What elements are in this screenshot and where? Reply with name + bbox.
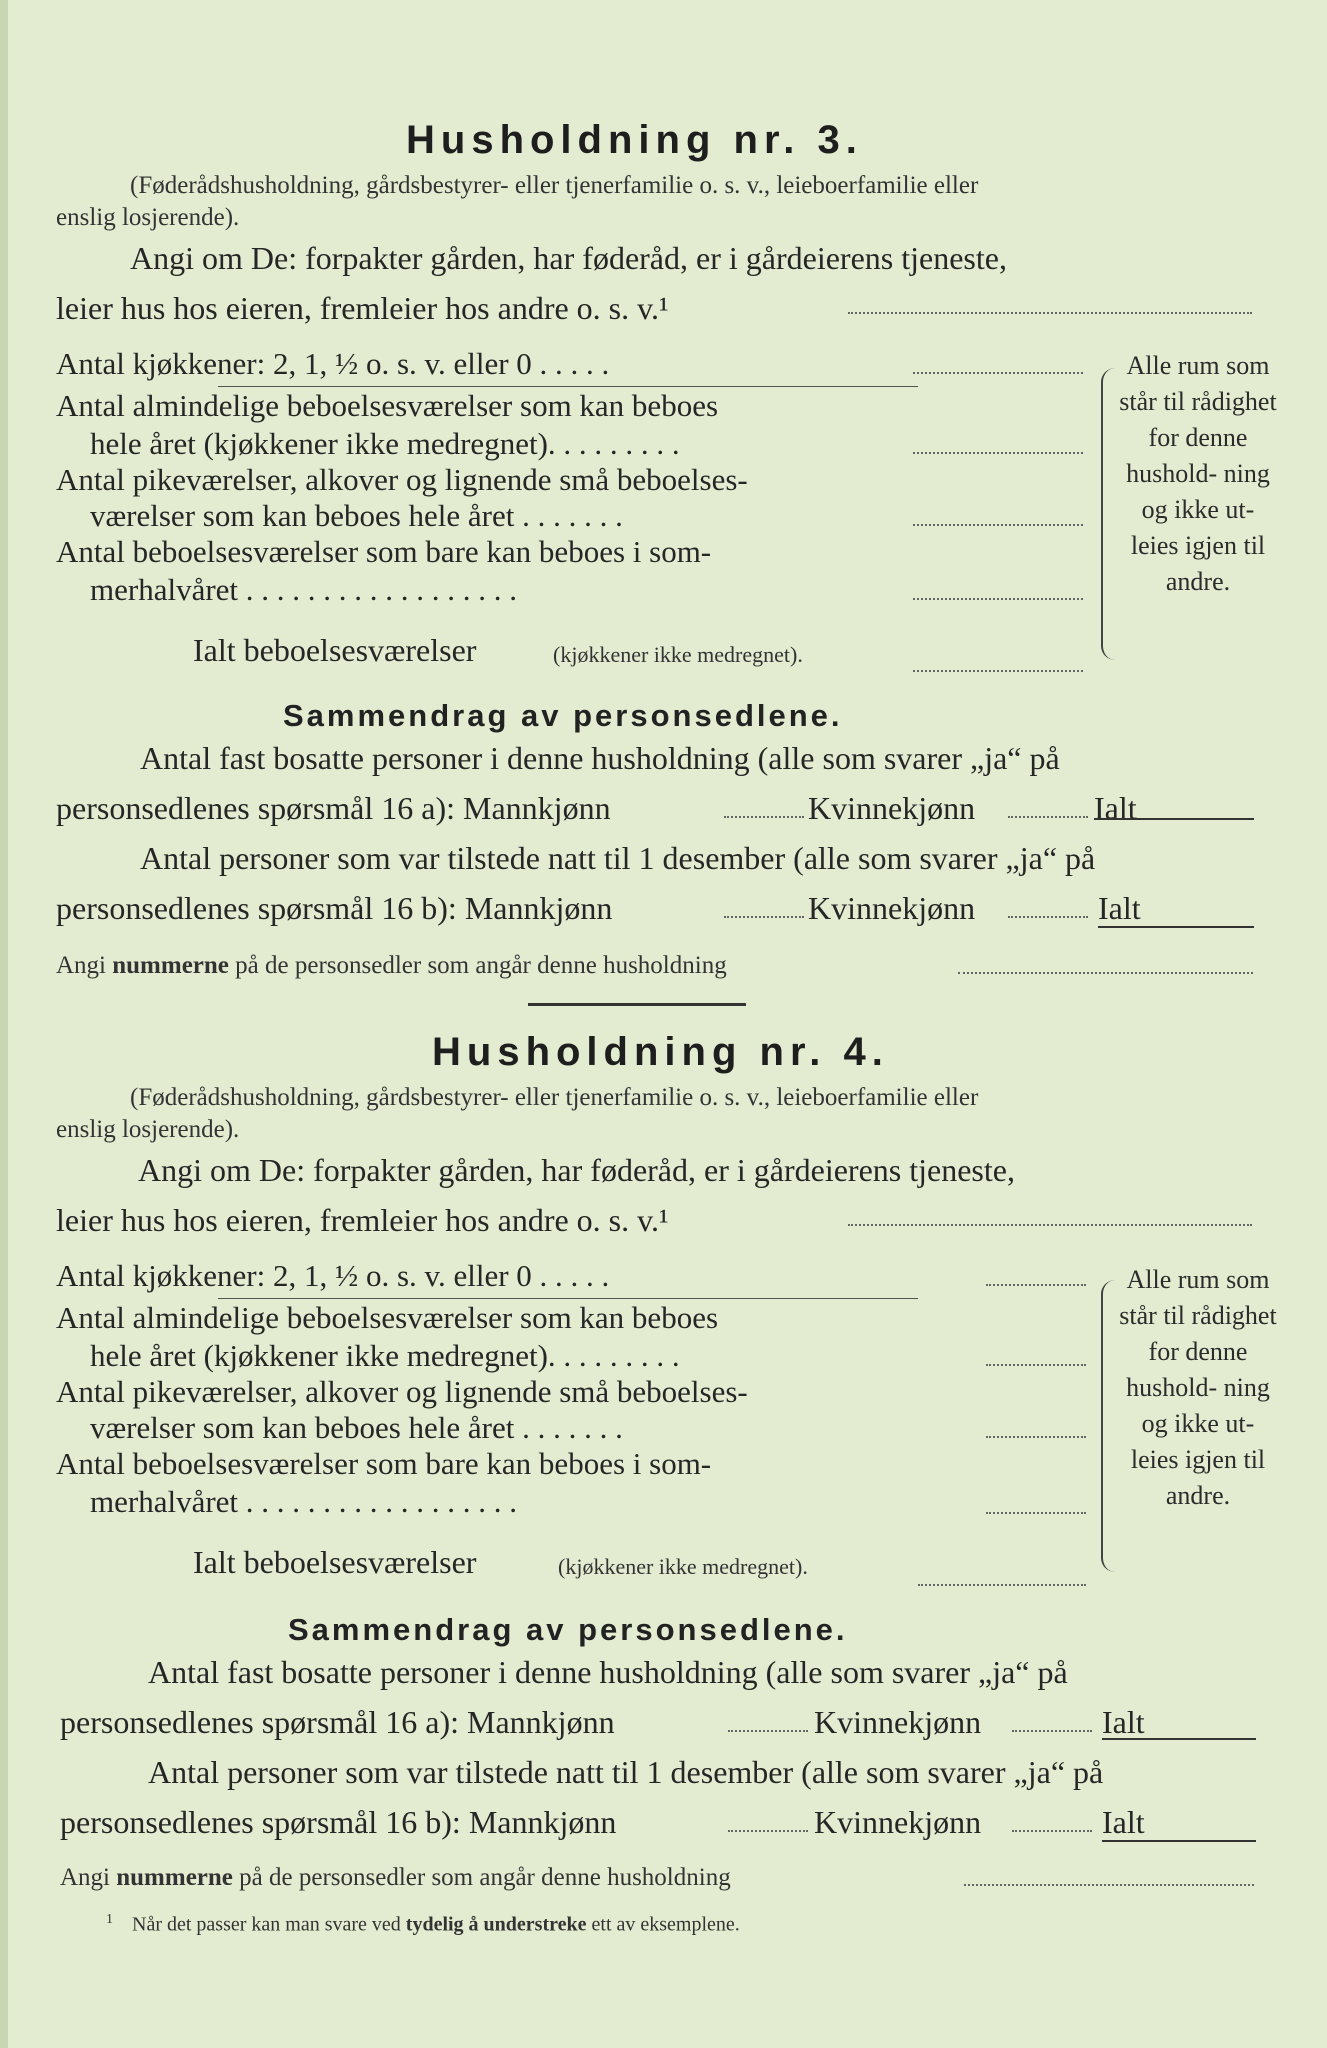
household-4-small-rooms-answer-line[interactable]: [986, 1436, 1086, 1438]
footnote-text-bold: tydelig å understreke: [405, 1913, 587, 1936]
household-4-resident-female-label: Kvinnekjønn: [814, 1704, 982, 1740]
household-4-ordinary-rooms-line-2: hele året (kjøkkener ikke medregnet). . . . . . . . .: [90, 1338, 680, 1373]
household-4-present-female-label: Kvinnekjønn: [814, 1804, 982, 1840]
footnote-text-c: ett av eksemplene.: [591, 1913, 740, 1936]
household-4-present-male-label: personsedlenes spørsmål 16 b): Mannkjønn: [60, 1804, 617, 1840]
household-4-numbers-angi: Angi: [60, 1864, 110, 1891]
household-4-numbers-rest: på de personsedler som angår denne husholdning: [239, 1864, 731, 1891]
household-3-kitchens-label: Antal kjøkkener: 2, 1, ½ o. s. v. eller 0 . . . . .: [56, 346, 610, 381]
household-3-resident-total-answer[interactable]: [1094, 818, 1254, 820]
household-3-subtitle-line-2: enslig losjerende).: [56, 204, 240, 231]
household-3-small-rooms-line-2: værelser som kan beboes hele året . . . . . . .: [90, 498, 623, 533]
household-4-resident-total-label: Ialt: [1102, 1704, 1145, 1740]
household-4-kitchens-label: Antal kjøkkener: 2, 1, ½ o. s. v. eller 0 . . . . .: [56, 1258, 610, 1293]
household-4-subtitle-line-1: (Føderådshusholdning, gårdsbestyrer- eller tjenerfamilie o. s. v., leieboerfamilie eller: [130, 1084, 979, 1111]
household-3-present-male-answer[interactable]: [724, 916, 804, 918]
household-3-small-rooms-answer-line[interactable]: [913, 524, 1083, 526]
household-3-present-total-label: Ialt: [1098, 890, 1141, 926]
household-3-numbers-bold: nummerne: [112, 952, 229, 979]
household-4-summer-rooms-line-2: merhalvåret . . . . . . . . . . . . . . . . . .: [90, 1484, 518, 1519]
household-3-ordinary-rooms-line-1: Antal almindelige beboelsesværelser som kan beboes: [56, 388, 719, 423]
household-3-side-note: Alle rum som står til rådighet for denne hushold- ning og ikke ut- leies igjen til andre.: [1119, 351, 1277, 596]
household-3-resident-male-label: personsedlenes spørsmål 16 a): Mannkjønn: [56, 790, 611, 826]
household-3-title: Husholdning nr. 3.: [406, 118, 863, 162]
household-4-ordinary-rooms-line-1: Antal almindelige beboelsesværelser som kan beboes: [56, 1300, 719, 1335]
household-3-present-female-answer[interactable]: [1008, 916, 1088, 918]
household-3-summer-rooms-line-2: merhalvåret . . . . . . . . . . . . . . . . . .: [90, 572, 518, 607]
household-3-resident-female-label: Kvinnekjønn: [808, 790, 976, 826]
footnote-mark: 1: [106, 1912, 113, 1927]
household-4-total-rooms-label: Ialt beboelsesværelser: [193, 1544, 477, 1580]
household-4-subtitle-line-2: enslig losjerende).: [56, 1116, 240, 1143]
household-3-numbers-answer-line[interactable]: [958, 972, 1253, 974]
household-4-angi-line-1: Angi om De: forpakter gården, har føderåd, er i gårdeierens tjeneste,: [138, 1152, 1015, 1188]
household-3-angi-answer-line[interactable]: [848, 312, 1252, 314]
household-3-total-rooms-note: (kjøkkener ikke medregnet).: [553, 642, 803, 667]
household-4-present-male-answer[interactable]: [728, 1830, 808, 1832]
household-4-numbers-answer-line[interactable]: [964, 1884, 1254, 1886]
household-4-present-line-1: Antal personer som var tilstede natt til 1 desember (alle som svarer „ja“ på: [148, 1754, 1104, 1790]
household-3-total-rooms-answer-line[interactable]: [913, 670, 1083, 672]
household-3-numbers-rest: på de personsedler som angår denne husholdning: [235, 952, 727, 979]
household-3-numbers-angi: Angi: [56, 952, 106, 979]
household-4-resident-male-label: personsedlenes spørsmål 16 a): Mannkjønn: [60, 1704, 615, 1740]
household-4-summer-rooms-line-1: Antal beboelsesværelser som bare kan beboes i som-: [56, 1446, 712, 1481]
household-4-angi-answer-line[interactable]: [848, 1224, 1252, 1226]
footnote: [106, 1912, 740, 1937]
household-3-summer-rooms-answer-line[interactable]: [913, 598, 1083, 600]
household-3-kitchens-answer-line[interactable]: [913, 372, 1083, 374]
household-4-summer-rooms-answer-line[interactable]: [986, 1512, 1086, 1514]
household-3-summary-title: Sammendrag av personsedlene.: [283, 698, 843, 733]
household-4-kitchens-answer-line[interactable]: [986, 1284, 1086, 1286]
household-4-kitchens-underline: [218, 1298, 918, 1299]
household-3-ordinary-rooms-answer-line[interactable]: [913, 452, 1083, 454]
household-4-resident-total-answer[interactable]: [1102, 1738, 1256, 1740]
household-3-present-male-label: personsedlenes spørsmål 16 b): Mannkjønn: [56, 890, 613, 926]
household-4-small-rooms-line-1: Antal pikeværelser, alkover og lignende små beboelses-: [56, 1374, 748, 1409]
household-4-title: Husholdning nr. 4.: [432, 1030, 889, 1074]
household-4-present-total-answer[interactable]: [1102, 1840, 1256, 1842]
household-4-small-rooms-line-2: værelser som kan beboes hele året . . . . . . .: [90, 1410, 623, 1445]
household-3-angi-line-2: leier hus hos eieren, fremleier hos andre o. s. v.¹: [56, 290, 669, 326]
household-4-angi-line-2: leier hus hos eieren, fremleier hos andre o. s. v.¹: [56, 1202, 669, 1238]
household-3-resident-line-1: Antal fast bosatte personer i denne husholdning (alle som svarer „ja“ på: [140, 740, 1060, 776]
household-3-resident-total-label: Ialt: [1094, 790, 1137, 826]
household-3-summer-rooms-line-1: Antal beboelsesværelser som bare kan beboes i som-: [56, 534, 712, 569]
household-3-angi-line-1: Angi om De: forpakter gården, har føderåd, er i gårdeierens tjeneste,: [130, 240, 1007, 276]
household-3-numbers-line: [56, 952, 727, 980]
household-4-summary-title: Sammendrag av personsedlene.: [288, 1612, 848, 1647]
household-3-present-line-1: Antal personer som var tilstede natt til 1 desember (alle som svarer „ja“ på: [140, 840, 1096, 876]
household-4-total-rooms-note: (kjøkkener ikke medregnet).: [558, 1554, 808, 1579]
household-4-resident-male-answer[interactable]: [728, 1730, 808, 1732]
household-3-resident-female-answer[interactable]: [1008, 816, 1088, 818]
household-3-kitchens-underline: [218, 386, 918, 387]
household-4-resident-line-1: Antal fast bosatte personer i denne husholdning (alle som svarer „ja“ på: [148, 1654, 1068, 1690]
household-4-side-note: Alle rum som står til rådighet for denne hushold- ning og ikke ut- leies igjen til andre.: [1119, 1265, 1277, 1510]
household-3-resident-male-answer[interactable]: [724, 816, 804, 818]
household-4-resident-female-answer[interactable]: [1012, 1730, 1092, 1732]
footnote-text-a: Når det passer kan man svare ved: [132, 1913, 401, 1936]
household-3-subtitle-line-1: (Føderådshusholdning, gårdsbestyrer- eller tjenerfamilie o. s. v., leieboerfamilie eller: [130, 172, 979, 199]
household-4-ordinary-rooms-answer-line[interactable]: [986, 1364, 1086, 1366]
section-divider: [528, 1003, 746, 1006]
household-4-numbers-line: [60, 1864, 731, 1892]
household-3-present-total-answer[interactable]: [1098, 926, 1254, 928]
household-4-present-female-answer[interactable]: [1012, 1830, 1092, 1832]
household-4-total-rooms-answer-line[interactable]: [918, 1584, 1086, 1586]
household-3-ordinary-rooms-line-2: hele året (kjøkkener ikke medregnet). . . . . . . . .: [90, 426, 680, 461]
household-3-present-female-label: Kvinnekjønn: [808, 890, 976, 926]
household-3-small-rooms-line-1: Antal pikeværelser, alkover og lignende små beboelses-: [56, 462, 748, 497]
household-4-numbers-bold: nummerne: [116, 1864, 233, 1891]
household-4-present-total-label: Ialt: [1102, 1804, 1145, 1840]
household-3-total-rooms-label: Ialt beboelsesværelser: [193, 632, 477, 668]
